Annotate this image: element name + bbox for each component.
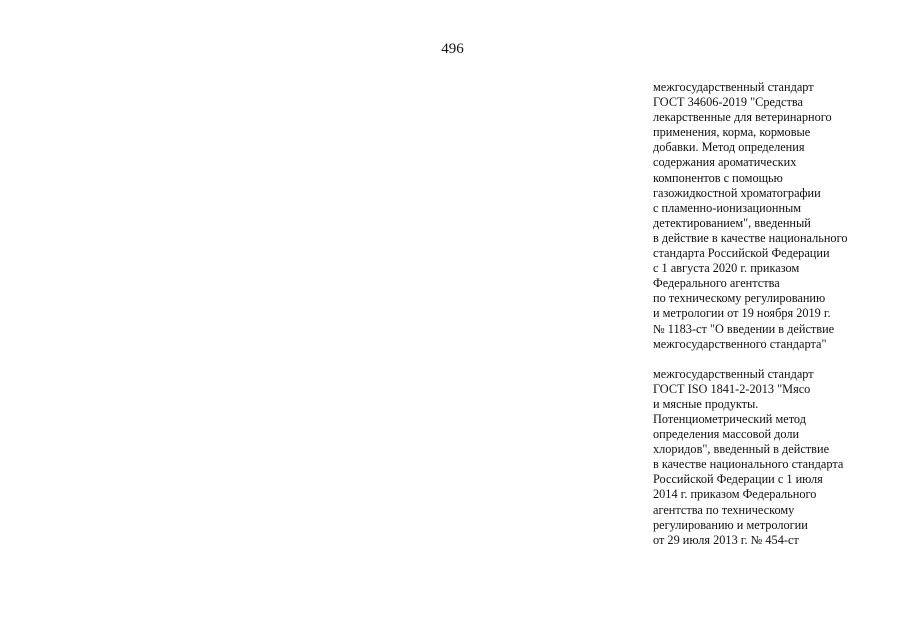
text-line: 2014 г. приказом Федерального <box>653 487 817 502</box>
text-line: и мясные продукты. <box>653 396 759 411</box>
text-line: хлоридов", введенный в действие <box>653 442 830 457</box>
text-line: компонентов с помощью <box>653 170 783 185</box>
text-line: от 29 июля 2013 г. № 454-ст <box>653 532 799 547</box>
text-line: Потенциометрический метод <box>653 411 806 426</box>
text-line: стандарта Российской Федерации <box>653 246 830 261</box>
text-line: ГОСТ ISO 1841-2-2013 "Мясо <box>653 381 811 396</box>
page-number: 496 <box>441 41 464 57</box>
text-line: межгосударственный стандарт <box>653 366 814 381</box>
text-line: межгосударственный стандарт <box>653 80 814 94</box>
text-line: агентства по техническому <box>653 502 795 517</box>
text-line: газожидкостной хроматографии <box>653 185 821 200</box>
text-line: добавки. Метод определения <box>653 140 805 155</box>
text-line: содержания ароматических <box>653 155 797 170</box>
text-line: с 1 августа 2020 г. приказом <box>653 261 800 276</box>
paragraph-gost-iso-1841-2 <box>653 367 898 548</box>
text-line: определения массовой доли <box>653 427 800 442</box>
text-line: с пламенно-ионизационным <box>653 200 802 215</box>
text-line: и метрологии от 19 ноября 2019 г. <box>653 306 831 321</box>
text-line: Федерального агентства <box>653 276 780 291</box>
paragraph-gost-34606 <box>653 80 898 352</box>
text-line: лекарственные для ветеринарного <box>653 110 832 125</box>
text-line: Российской Федерации с 1 июля <box>653 472 823 487</box>
text-line: применения, корма, кормовые <box>653 125 811 140</box>
text-line: в качестве национального стандарта <box>653 457 844 472</box>
text-line: № 1183-ст "О введении в действие <box>653 321 835 336</box>
text-line: по техническому регулированию <box>653 291 826 306</box>
text-column <box>653 80 898 548</box>
text-line: детектированием", введенный <box>653 215 811 230</box>
text-line: регулированию и метрологии <box>653 517 808 532</box>
text-line: межгосударственного стандарта" <box>653 336 827 351</box>
text-line: ГОСТ 34606-2019 "Средства <box>653 95 803 110</box>
text-line: в действие в качестве национального <box>653 230 848 245</box>
